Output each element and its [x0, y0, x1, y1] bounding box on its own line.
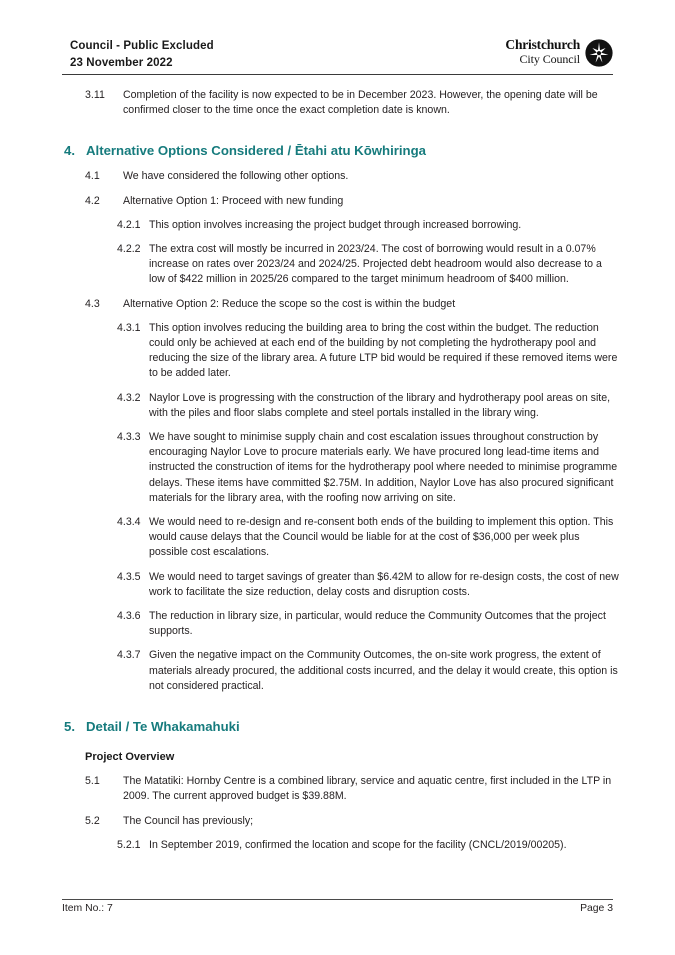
paragraph-text: We have considered the following other options. — [123, 170, 349, 183]
paragraph-4-3-6 — [117, 609, 620, 639]
page-header — [0, 0, 675, 78]
paragraph-3-11 — [85, 88, 620, 118]
paragraph-text: Completion of the facility is now expected to be in December 2023. However, the opening date will be confirmed closer to the time once the exact completion date is known. — [123, 89, 598, 117]
paragraph-4-3-5 — [117, 570, 620, 600]
paragraph-number: 4.3.2 — [117, 391, 141, 404]
paragraph-4-3-1 — [117, 321, 620, 382]
paragraph-number: 4.3.1 — [117, 321, 141, 334]
footer-page-number: Page 3 — [580, 903, 613, 914]
paragraph-number: 5.2.1 — [117, 838, 141, 851]
paragraph-4-3-4 — [117, 515, 620, 561]
paragraph-text: The Council has previously; — [123, 814, 254, 827]
paragraph-text: Alternative Option 2: Reduce the scope so the cost is within the budget — [123, 297, 456, 310]
paragraph-number: 5.2 — [85, 814, 100, 827]
paragraph-4-3 — [85, 297, 620, 312]
paragraph-text: We have sought to minimise supply chain and cost escalation issues throughout construction by encouraging Naylor Love to procure materials early. We have procured long lead-time items and instructed the construction of items for the hydrotherapy pool where needed to minimise programme delays. These items have committed $2.75M. In addition, Naylor Love has also procured significant materials for the library area, with the roofing now arriving on site. — [149, 431, 618, 504]
page-footer — [0, 899, 675, 925]
paragraph-text: Given the negative impact on the Community Outcomes, the on-site work progress, the extent of materials already procured, the additional costs incurred, and the delay it would create, this option is not considered practical. — [149, 649, 618, 692]
paragraph-number: 4.2.2 — [117, 243, 141, 256]
header-meeting-date: 23 November 2022 — [70, 57, 173, 69]
paragraph-number: 4.3.6 — [117, 610, 141, 623]
paragraph-4-2-1 — [117, 218, 620, 233]
document-body — [0, 78, 675, 853]
paragraph-text: The Matatiki: Hornby Centre is a combined library, service and aquatic centre, first included in the LTP in 2009. The current approved budget is $39.88M. — [123, 775, 612, 803]
paragraph-4-2-2 — [117, 242, 620, 288]
paragraph-number: 4.3.3 — [117, 431, 141, 444]
paragraph-4-3-7 — [117, 648, 620, 694]
paragraph-number: 4.1 — [85, 170, 100, 183]
christchurch-city-council-emblem-icon — [585, 39, 613, 67]
paragraph-5-1 — [85, 774, 620, 804]
paragraph-number: 4.3.4 — [117, 516, 141, 529]
paragraph-text: The reduction in library size, in particular, would reduce the Community Outcomes that the project supports. — [149, 610, 606, 638]
header-meeting-name: Council - Public Excluded — [70, 40, 214, 52]
subheading-project-overview: Project Overview — [85, 751, 175, 764]
council-logo — [488, 38, 613, 72]
paragraph-4-1 — [85, 169, 620, 184]
footer-item-number: Item No.: 7 — [62, 903, 113, 914]
logo-line-christchurch: Christchurch — [505, 37, 580, 52]
paragraph-number: 3.11 — [85, 89, 105, 101]
paragraph-text: Naylor Love is progressing with the construction of the library and hydrotherapy pool areas on site, with the piles and floor slabs complete and steel portals installed in the library wing. — [149, 391, 611, 419]
paragraph-5-2 — [85, 814, 620, 829]
paragraph-text: In September 2019, confirmed the location and scope for the facility (CNCL/2019/00205). — [149, 838, 567, 851]
paragraph-number: 4.3.7 — [117, 649, 141, 662]
footer-divider — [62, 899, 613, 900]
paragraph-text: This option involves increasing the project budget through increased borrowing. — [149, 218, 522, 231]
paragraph-text: This option involves reducing the building area to bring the cost within the budget. The reduction could only be achieved at each end of the building by not completing the hydrotherapy pool and reducing the size of the library area. A future LTP bid would be required if these removed items were to be added later. — [149, 321, 618, 380]
section-heading-5 — [64, 718, 620, 736]
paragraph-number: 4.2 — [85, 194, 100, 207]
paragraph-number: 4.3.5 — [117, 570, 141, 583]
section-number: 5. — [64, 719, 75, 735]
paragraph-number: 4.3 — [85, 297, 100, 310]
paragraph-text: Alternative Option 1: Proceed with new funding — [123, 194, 344, 207]
header-title-block — [70, 38, 214, 72]
paragraph-4-2 — [85, 194, 620, 209]
paragraph-text: The extra cost will mostly be incurred in 2023/24. The cost of borrowing would result in a 0.07% increase on rates over 2023/24 and 2024/25. Projected debt headroom would also decrease to a low of $422 million in 2025/26 compared to the target minimum headroom of $400 million. — [149, 243, 602, 286]
section-number: 4. — [64, 143, 75, 159]
paragraph-4-3-2 — [117, 391, 620, 421]
logo-line-city-council: City Council — [519, 52, 580, 66]
paragraph-number: 4.2.1 — [117, 218, 141, 231]
section-heading-4 — [64, 142, 620, 160]
paragraph-5-2-1 — [117, 838, 620, 853]
header-divider — [62, 74, 613, 75]
paragraph-number: 5.1 — [85, 775, 100, 788]
paragraph-4-3-3 — [117, 430, 620, 506]
section-title: Detail / Te Whakamahuki — [86, 719, 240, 735]
paragraph-text: We would need to target savings of greater than $6.42M to allow for re-design costs, the cost of new work to facilitate the size reduction, delay costs and disruption costs. — [149, 570, 619, 598]
council-logo-text — [505, 38, 580, 66]
section-title: Alternative Options Considered / Ētahi atu Kōwhiringa — [86, 143, 426, 159]
paragraph-text: We would need to re-design and re-consent both ends of the building to implement this option. This would cause delays that the Council would be liable for at the cost of $36,000 per week plus possible cost escalations. — [149, 516, 614, 559]
